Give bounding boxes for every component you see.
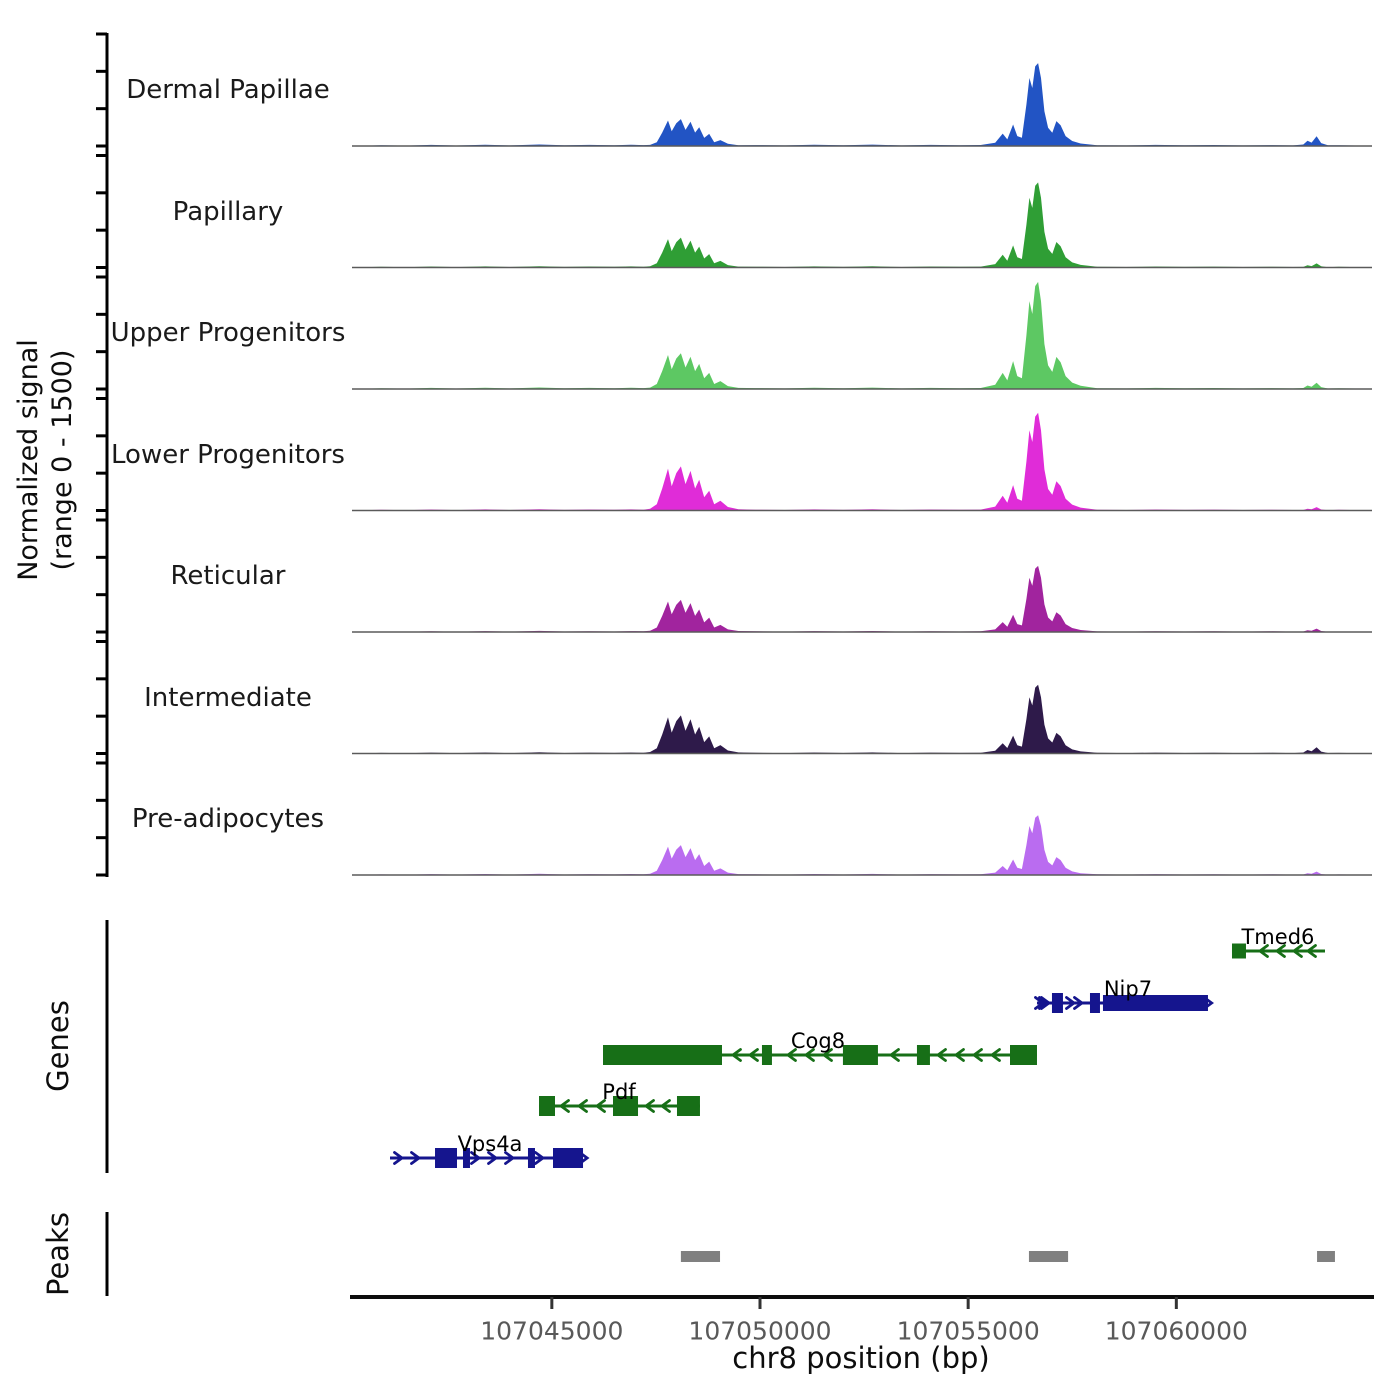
gene-exon-pdf: [539, 1096, 555, 1116]
track-label-intermediate: Intermediate: [144, 682, 312, 713]
y-axis-title-line1: Normalized signal: [13, 339, 44, 581]
gene-label-cog8: Cog8: [790, 1029, 846, 1053]
track-label-pre-adipocytes: Pre-adipocytes: [131, 804, 325, 834]
peak-region: [681, 1251, 720, 1262]
gene-exon-cog8: [762, 1045, 772, 1065]
track-label-papillary: Papillary: [172, 196, 284, 227]
peak-region: [1317, 1251, 1335, 1262]
signal-waveform-pre-adipocytes: [352, 815, 1372, 875]
signal-waveform-lower-progenitors: [352, 413, 1372, 511]
gene-exon-vps4a: [528, 1148, 535, 1168]
gene-exon-vps4a: [553, 1148, 583, 1168]
x-tick-label-107055000: 107055000: [896, 1316, 1040, 1346]
gene-exon-nip7: [1052, 993, 1063, 1013]
x-tick-label-107045000: 107045000: [480, 1316, 624, 1346]
signal-waveform-reticular: [352, 566, 1372, 632]
gene-exon-cog8: [1010, 1045, 1037, 1065]
gene-label-vps4a: Vps4a: [457, 1132, 523, 1156]
signal-waveform-intermediate: [352, 685, 1372, 754]
gene-exon-cog8: [917, 1045, 930, 1065]
signal-waveform-dermal-papillae: [352, 63, 1372, 146]
signal-waveform-papillary: [352, 182, 1372, 267]
gene-exon-nip7: [1090, 993, 1100, 1013]
peak-region: [1029, 1251, 1068, 1262]
gene-exon-pdf: [677, 1096, 700, 1116]
signal-waveform-upper-progenitors: [352, 282, 1372, 389]
y-axis-title-line2: (range 0 - 1500): [47, 349, 78, 571]
track-label-reticular: Reticular: [170, 561, 286, 591]
gene-label-nip7: Nip7: [1103, 977, 1153, 1001]
gene-exon-cog8: [843, 1045, 878, 1065]
track-label-upper-progenitors: Upper Progenitors: [110, 318, 346, 348]
track-label-lower-progenitors: Lower Progenitors: [111, 439, 345, 470]
x-axis-title: chr8 position (bp): [732, 1341, 990, 1375]
genes-section-label: Genes: [41, 1000, 75, 1092]
peaks-section-label: Peaks: [41, 1212, 75, 1296]
gene-label-tmed6: Tmed6: [1241, 925, 1315, 949]
track-label-dermal-papillae: Dermal Papillae: [126, 75, 330, 105]
gene-label-pdf: Pdf: [602, 1080, 636, 1104]
y-axis-title: [12, 339, 80, 581]
x-tick-label-107060000: 107060000: [1104, 1316, 1248, 1346]
gene-exon-cog8: [603, 1045, 722, 1065]
gene-exon-vps4a: [435, 1148, 457, 1168]
x-tick-label-107050000: 107050000: [688, 1316, 832, 1346]
